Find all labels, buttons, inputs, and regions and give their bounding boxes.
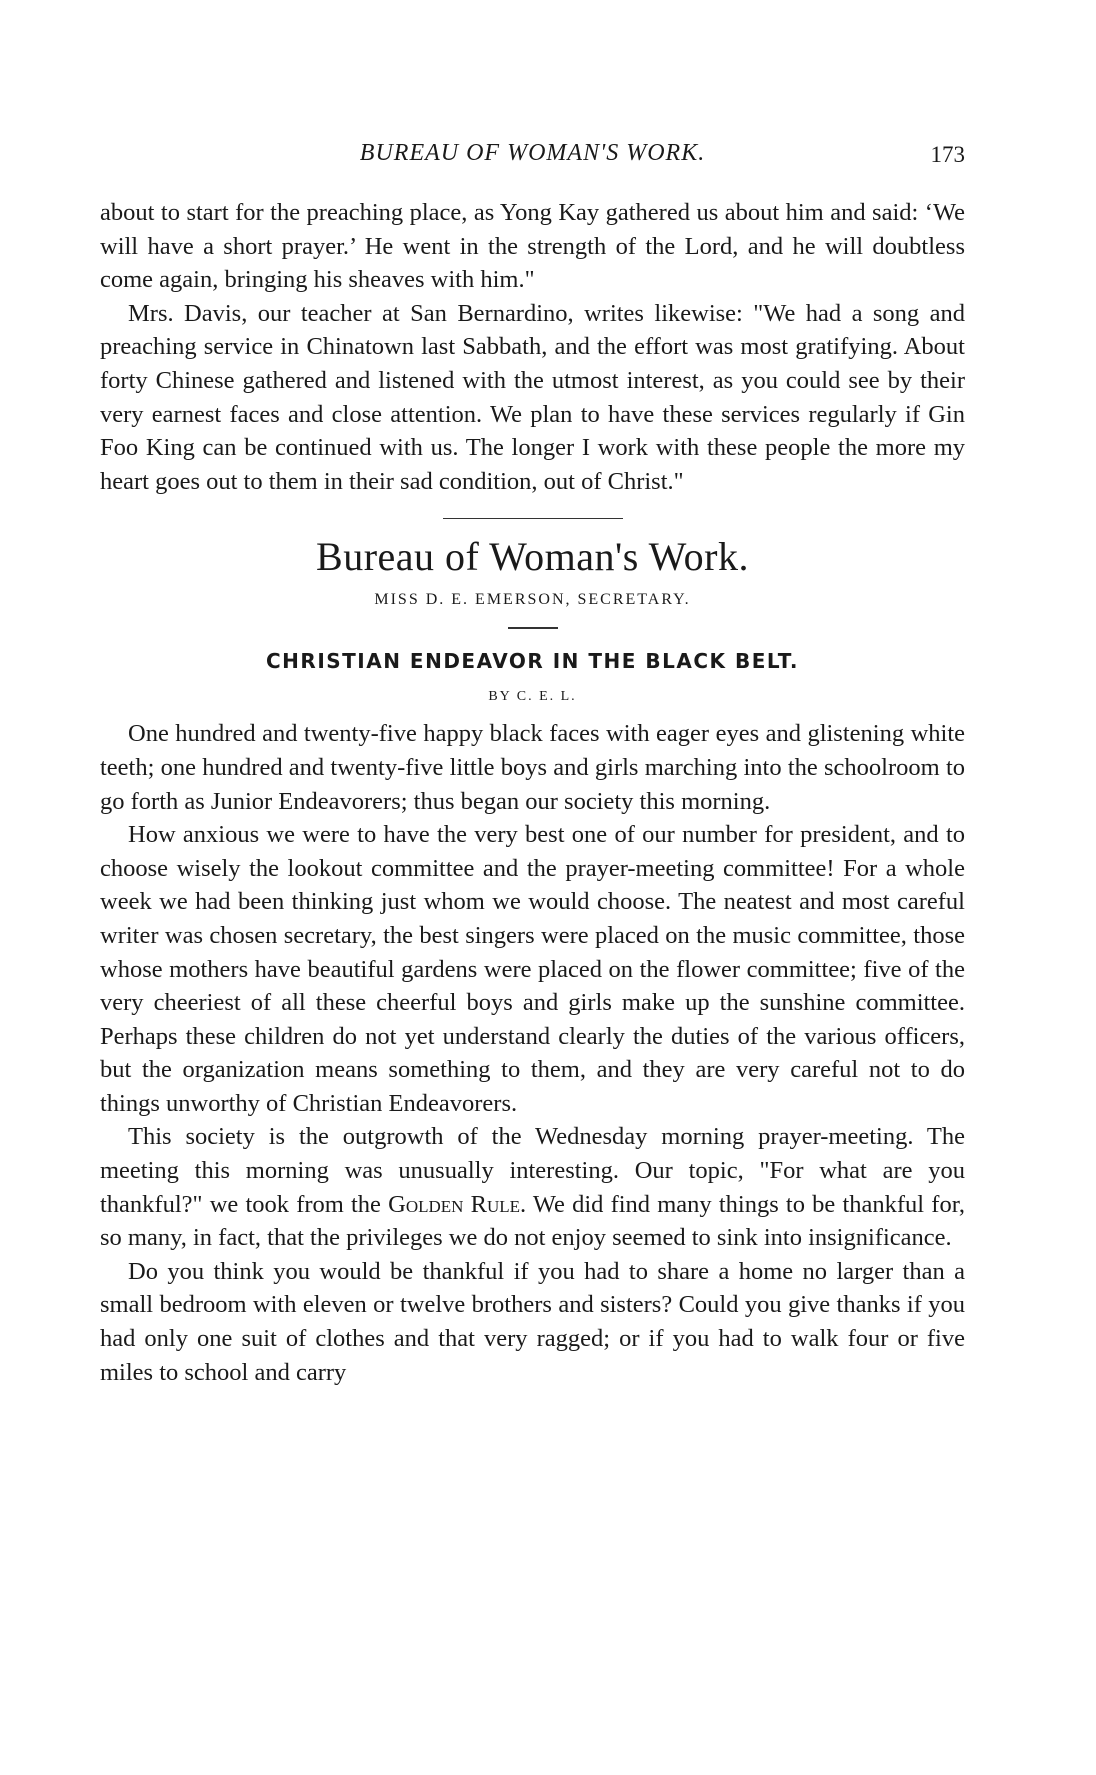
running-head	[100, 140, 965, 176]
continuation-paragraph-1: about to start for the preaching place, as Yong Kay gathered us about him and said: ‘We will have a short prayer.’ He went in the strength of the Lord, and he will doubtless come again, bringing his sheaves with him."	[100, 199, 965, 294]
section-heading: Bureau of Woman's Work.	[316, 534, 749, 580]
article-paragraph-3	[100, 1120, 965, 1254]
article-paragraph-4: Do you think you would be thankful if you had to share a home no larger than a small bedroom with eleven or twelve brothers and sisters? Could you give thanks if you had only one suit of clothes and that very ragged; or if you had to walk four or five miles to school and carry	[100, 1257, 965, 1386]
golden-rule-reference: Golden Rule	[388, 1190, 520, 1218]
article-paragraph-3-start: This society is the outgrowth of the Wednesday morning prayer-meeting. The meeting this morning was unusually interesting. Our topic, "For what are you thankful?" we took from the	[100, 1123, 965, 1218]
article-paragraph-3-end: . We did find many things to be thankful for, so many, in fact, that the privileges we do not enjoy seemed to sink into insignificance.	[100, 1190, 966, 1252]
heading-rule	[508, 627, 558, 629]
article-byline: BY C. E. L.	[488, 689, 577, 705]
article-paragraph-2: How anxious we were to have the very best one of our number for president, and to choose wisely the lookout committee and the prayer-meeting committee! For a whole week we had been thinking just whom we would choose. The neatest and most careful writer was chosen secretary, the best singers were placed on the music committee, those whose mothers have beautiful gardens were placed on the flower committee; five of the very cheeriest of all these cheerful boys and girls make up the sunshine committee. Perhaps these children do not yet understand clearly the duties of the various officers, but the organization means something to them, and they are very careful not to do things unworthy of Christian Endeavorers.	[100, 821, 965, 1117]
section-secretary: MISS D. E. EMERSON, SECRETARY.	[374, 591, 691, 609]
section-separator	[443, 518, 623, 519]
continuation-paragraph-2: Mrs. Davis, our teacher at San Bernardino, writes likewise: "We had a song and preaching service in Chinatown last Sabbath, and the effort was most gratifying. About forty Chinese gathered and listened with the utmost interest, as you could see by their very earnest faces and close attention. We plan to have these services regularly if Gin Foo King can be continued with us. The longer I work with these people the more my heart goes out to them in their sad condition, out of Christ."	[100, 299, 965, 495]
body-text	[100, 196, 965, 1389]
article-title: CHRISTIAN ENDEAVOR IN THE BLACK BELT.	[266, 649, 799, 674]
page-number: 173	[930, 142, 965, 167]
article-paragraph-1: One hundred and twenty-five happy black faces with eager eyes and glistening white teeth; one hundred and twenty-five little boys and girls marching into the schoolroom to go forth as Junior Endeavorers; thus began our society this morning.	[100, 720, 965, 815]
running-title: BUREAU OF WOMAN'S WORK.	[359, 140, 706, 166]
